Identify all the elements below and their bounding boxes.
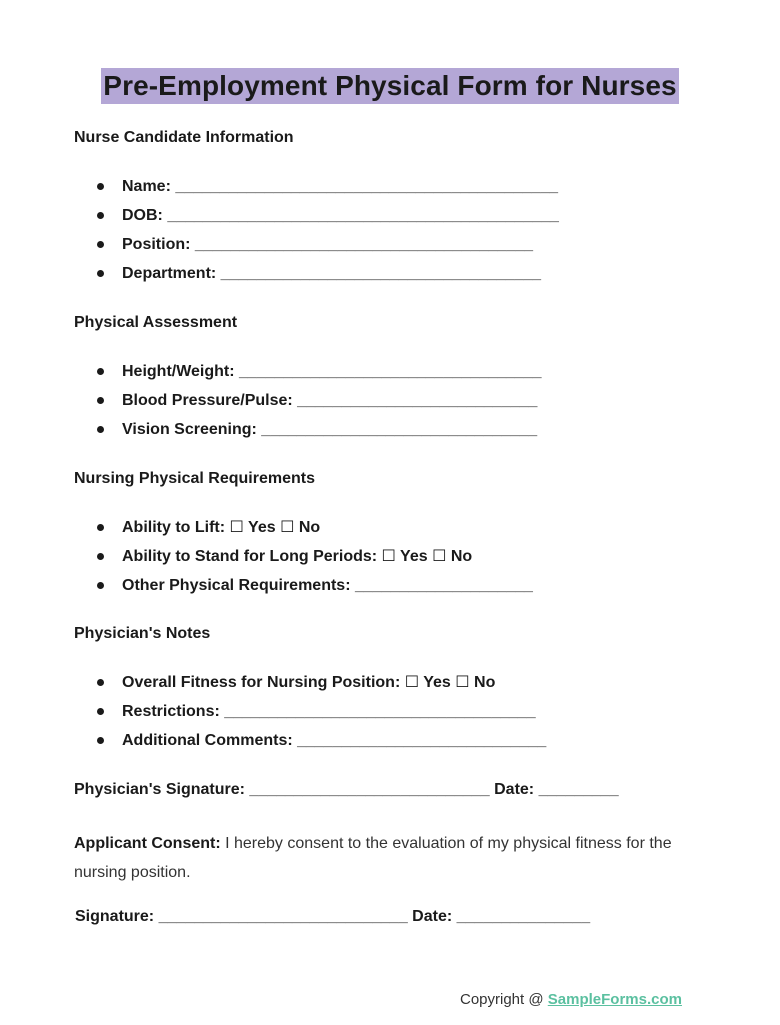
- list-item-comments: [97, 731, 546, 760]
- list-item-other-requirements: [97, 576, 533, 605]
- section-heading-notes: Physician's Notes: [74, 625, 211, 642]
- other-requirements-field-label[interactable]: Other Physical Requirements: ____________________: [122, 577, 533, 594]
- title-wrap: [0, 68, 780, 104]
- blood-pressure-field-label[interactable]: Blood Pressure/Pulse: ___________________________: [122, 392, 538, 409]
- list-item-fitness: [97, 673, 546, 702]
- department-field-label[interactable]: Department: ____________________________________: [122, 265, 542, 282]
- list-item-dob: [97, 206, 559, 235]
- list-item-vision: [97, 420, 542, 449]
- name-field-label[interactable]: Name: ___________________________________________: [122, 178, 558, 195]
- list-item-height-weight: [97, 362, 542, 391]
- height-weight-field-label[interactable]: Height/Weight: __________________________________: [122, 363, 542, 380]
- list-item-name: [97, 177, 559, 206]
- bullet-icon: [97, 426, 104, 433]
- footer-copyright: [460, 990, 682, 1010]
- consent-text: I hereby consent to the evaluation of my physical fitness for the nursing position.: [74, 835, 672, 881]
- position-field-label[interactable]: Position: ______________________________________: [122, 236, 534, 253]
- bullet-icon: [97, 241, 104, 248]
- notes-list: [97, 673, 546, 760]
- page-title: Pre-Employment Physical Form for Nurses: [101, 68, 678, 104]
- applicant-consent: [74, 829, 714, 887]
- bullet-icon: [97, 183, 104, 190]
- physician-signature-line[interactable]: Physician's Signature: ___________________________ Date: _________: [74, 781, 619, 798]
- list-item-position: [97, 235, 559, 264]
- lift-checkbox-label[interactable]: Ability to Lift: ☐ Yes ☐ No: [122, 519, 321, 536]
- fitness-checkbox-label[interactable]: Overall Fitness for Nursing Position: ☐ Yes ☐ No: [122, 674, 496, 691]
- brand-link[interactable]: SampleForms.com: [547, 991, 682, 1008]
- bullet-icon: [97, 212, 104, 219]
- requirements-list: [97, 518, 533, 605]
- consent-label: Applicant Consent:: [74, 835, 221, 852]
- assessment-list: [97, 362, 542, 449]
- candidate-list: [97, 177, 559, 293]
- bullet-icon: [97, 553, 104, 560]
- list-item-blood-pressure: [97, 391, 542, 420]
- applicant-signature-line[interactable]: Signature: ____________________________ Date: _______________: [75, 908, 591, 925]
- section-heading-candidate: Nurse Candidate Information: [74, 129, 294, 146]
- list-item-stand: [97, 547, 533, 576]
- bullet-icon: [97, 270, 104, 277]
- bullet-icon: [97, 397, 104, 404]
- dob-field-label[interactable]: DOB: ____________________________________________: [122, 207, 559, 224]
- bullet-icon: [97, 708, 104, 715]
- list-item-department: [97, 264, 559, 293]
- bullet-icon: [97, 582, 104, 589]
- bullet-icon: [97, 368, 104, 375]
- section-heading-requirements: Nursing Physical Requirements: [74, 470, 315, 487]
- stand-checkbox-label[interactable]: Ability to Stand for Long Periods: ☐ Yes ☐ No: [122, 548, 473, 565]
- bullet-icon: [97, 524, 104, 531]
- list-item-restrictions: [97, 702, 546, 731]
- comments-field-label[interactable]: Additional Comments: ____________________________: [122, 732, 547, 749]
- bullet-icon: [97, 737, 104, 744]
- bullet-icon: [97, 679, 104, 686]
- copyright-prefix: Copyright @: [460, 991, 548, 1008]
- restrictions-field-label[interactable]: Restrictions: ___________________________________: [122, 703, 536, 720]
- vision-field-label[interactable]: Vision Screening: _______________________________: [122, 421, 538, 438]
- section-heading-assessment: Physical Assessment: [74, 314, 238, 331]
- list-item-lift: [97, 518, 533, 547]
